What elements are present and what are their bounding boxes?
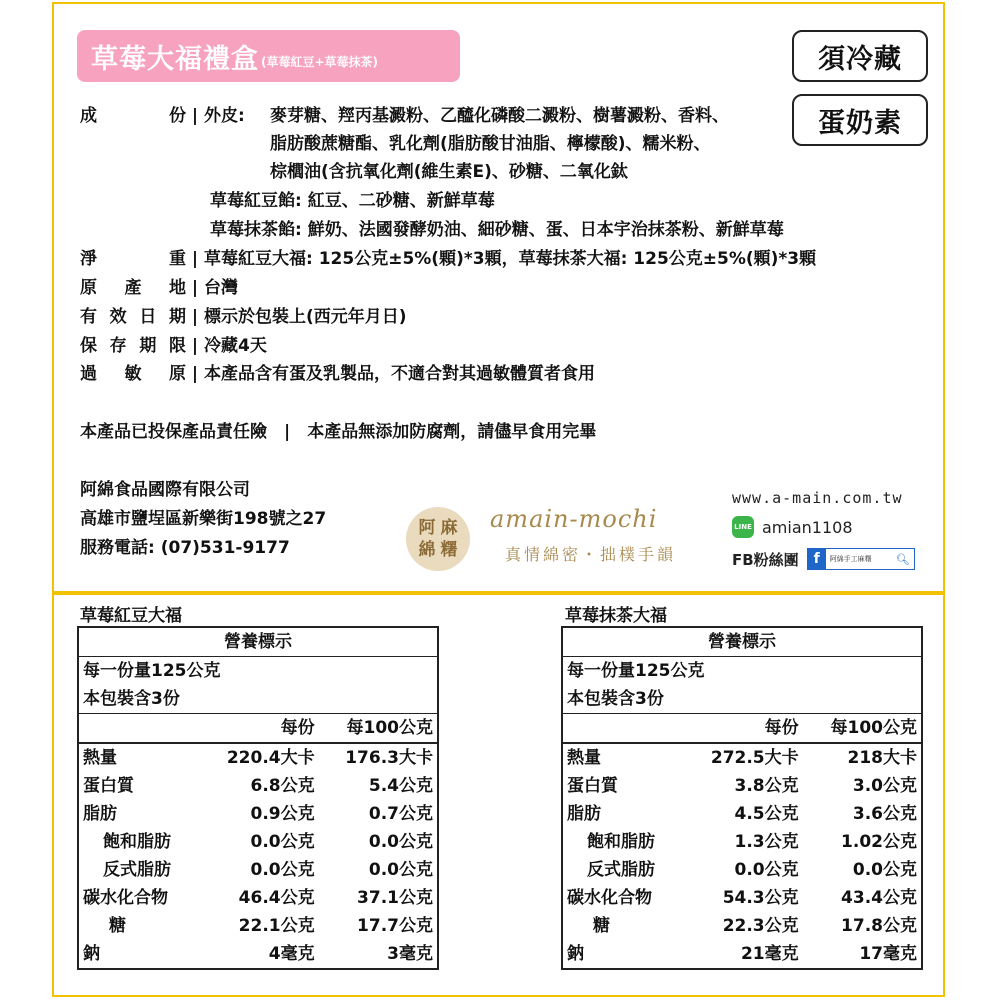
outer-skin-line-1: 麥芽糖、羥丙基澱粉、乙醯化磷酸二澱粉、樹薯澱粉、香料、 [270,106,729,126]
nutrient-name: 鈉 [83,944,100,964]
col-per-100g: 每100公克 [319,714,438,744]
col-per-100g: 每100公克 [803,714,922,744]
allergen-label: 過敏原 [80,364,186,384]
separator: | [191,364,199,384]
company-name: 阿綿食品國際有限公司 [80,480,250,500]
table-row [78,800,438,828]
nutrient-per-serving: 6.8公克 [250,776,315,796]
net-weight-row [80,247,816,272]
nutrient-name: 熱量 [562,743,687,772]
nutrient-per-100g: 176.3大卡 [319,743,438,772]
nutrient-name: 蛋白質 [567,776,618,796]
nutrient-name: 碳水化合物 [567,888,652,908]
separator: | [191,249,199,269]
redbean-filling: 草莓紅豆餡: 紅豆、二砂糖、新鮮草莓 [210,191,495,211]
separator: | [191,278,199,298]
nutrient-per-serving: 46.4公克 [238,888,315,908]
col-per-serving: 每份 [203,714,318,744]
facebook-icon: f [808,549,826,569]
nutrient-name: 糖 [593,916,610,936]
nutrient-per-serving: 22.3公克 [722,916,799,936]
allergen-value: 本產品含有蛋及乳製品，不適合對其過敏體質者食用 [204,364,595,384]
table-row [78,856,438,884]
table-row [562,828,922,856]
table-row [562,772,922,800]
table-row [562,884,922,912]
expiry-row [80,305,407,330]
seal-char: 綿 [418,540,436,560]
nutrient-name: 脂肪 [567,804,601,824]
table-row [78,940,438,969]
origin-value: 台灣 [204,278,238,298]
origin-row [80,276,238,301]
product-title: 草莓大福禮盒 [91,43,259,75]
line-id: amian1108 [762,517,853,537]
nutrition-header: 營養標示 [78,627,438,657]
brand-seal-logo [406,507,470,571]
nutrition-product-title: 草莓紅豆大福 [80,606,182,626]
facebook-contact[interactable] [732,548,915,570]
product-subtitle: (草莓紅豆+草莓抹茶) [261,54,379,69]
nutrient-per-serving: 0.9公克 [250,804,315,824]
seal-char: 糬 [440,540,458,560]
nutrient-per-100g: 218大卡 [803,743,922,772]
nutrient-name: 熱量 [78,743,203,772]
table-row [562,940,922,969]
nutrient-per-serving: 0.0公克 [250,860,315,880]
table-row [78,884,438,912]
separator: | [191,106,199,126]
separator: | [191,307,199,327]
nutrient-per-100g: 0.0公克 [368,832,433,852]
fb-search-text: 阿綿手工麻糬 [829,555,872,563]
servings-per-pack: 本包裝含3份 [567,689,664,709]
nutrient-per-serving: 4毫克 [268,944,315,964]
nutrition-product-title: 草莓抹茶大福 [565,606,667,626]
seal-char: 阿 [418,518,436,538]
serving-size: 每一份量125公克 [83,661,221,681]
origin-label: 原產地 [80,278,186,298]
servings-per-pack: 本包裝含3份 [83,689,180,709]
nutrient-per-100g: 3.0公克 [852,776,917,796]
nutrient-per-100g: 0.0公克 [852,860,917,880]
brand-slogan: 真情綿密・拙樸手韻 [505,545,677,564]
nutrient-name: 反式脂肪 [103,860,171,880]
nutrient-per-serving: 4.5公克 [734,804,799,824]
shelf-life-value: 冷藏4天 [204,336,267,356]
service-phone: 服務電話: (07)531-9177 [80,538,290,558]
nutrient-per-100g: 1.02公克 [841,832,917,852]
company-address: 高雄市鹽埕區新樂街198號之27 [80,509,327,529]
nutrient-per-serving: 1.3公克 [734,832,799,852]
nutrient-per-100g: 0.7公克 [368,804,433,824]
nutrient-per-serving: 54.3公克 [722,888,799,908]
net-weight-label: 淨 重 [80,249,186,269]
outer-skin-label: 外皮: [204,106,245,126]
nutrient-per-100g: 43.4公克 [841,888,917,908]
table-row [562,856,922,884]
net-weight-value: 草莓紅豆大福: 125公克±5%(顆)*3顆，草莓抹茶大福: 125公克±5%(顆)*3顆 [204,249,817,269]
ingredients-row [80,104,245,129]
col-per-serving: 每份 [687,714,802,744]
line-icon: LINE [732,516,754,538]
line-contact[interactable] [732,516,853,538]
refrigerate-badge: 須冷藏 [792,30,928,82]
brand-script-logo: amain-mochi [490,505,658,533]
insurance-notice: 本產品已投保產品責任險 | 本產品無添加防腐劑，請儘早食用完畢 [80,422,597,442]
nutrition-table [561,626,923,970]
nutrient-name: 糖 [109,916,126,936]
allergen-row [80,362,595,387]
nutrient-per-serving: 0.0公克 [250,832,315,852]
lacto-ovo-vegetarian-badge: 蛋奶素 [792,94,928,146]
outer-skin-line-3: 棕櫚油(含抗氧化劑(維生素E)、砂糖、二氧化鈦 [270,162,628,182]
nutrient-per-100g: 17毫克 [859,944,917,964]
nutrient-per-100g: 17.7公克 [357,916,433,936]
nutrient-per-100g: 3毫克 [387,944,433,964]
nutrient-name: 飽和脂肪 [103,832,171,852]
nutrient-name: 碳水化合物 [83,888,168,908]
fb-label: FB粉絲團 [732,550,799,569]
nutrient-per-serving: 22.1公克 [238,916,315,936]
nutrient-name: 蛋白質 [83,776,134,796]
fb-search-box[interactable] [807,548,915,570]
nutrition-header: 營養標示 [562,627,922,657]
nutrient-name: 脂肪 [83,804,117,824]
nutrient-per-100g: 37.1公克 [357,888,433,908]
ingredients-label: 成 份 [80,106,186,126]
expiry-value: 標示於包裝上(西元年月日) [204,307,407,327]
shelf-life-row [80,334,267,359]
shelf-life-label: 保存期限 [80,336,186,356]
seal-char: 麻 [440,518,458,538]
nutrient-name: 飽和脂肪 [587,832,655,852]
separator: | [191,336,199,356]
nutrient-per-serving: 220.4大卡 [203,743,318,772]
outer-skin-line-2: 脂肪酸蔗糖酯、乳化劑(脂肪酸甘油脂、檸檬酸)、糯米粉、 [270,134,711,154]
matcha-filling: 草莓抹茶餡: 鮮奶、法國發酵奶油、細砂糖、蛋、日本宇治抹茶粉、新鮮草莓 [210,220,784,240]
expiry-label: 有效日期 [80,307,186,327]
nutrient-name: 鈉 [567,944,584,964]
table-row [562,800,922,828]
nutrient-per-100g: 0.0公克 [368,860,433,880]
nutrient-per-serving: 272.5大卡 [687,743,802,772]
product-title-banner [77,30,460,82]
table-row [78,912,438,940]
table-row [562,743,922,772]
table-row [562,912,922,940]
nutrient-per-100g: 5.4公克 [368,776,433,796]
nutrient-per-serving: 21毫克 [740,944,799,964]
section-divider [52,591,945,595]
nutrient-name: 反式脂肪 [587,860,655,880]
nutrient-per-100g: 3.6公克 [852,804,917,824]
table-row [78,828,438,856]
nutrition-table [77,626,439,970]
search-icon: 🔍︎ [895,552,910,566]
nutrient-per-serving: 3.8公克 [734,776,799,796]
nutrient-per-serving: 0.0公克 [734,860,799,880]
table-row [78,772,438,800]
nutrient-per-100g: 17.8公克 [841,916,917,936]
serving-size: 每一份量125公克 [567,661,705,681]
website-link[interactable]: www.a-main.com.tw [732,489,903,507]
table-row [78,743,438,772]
